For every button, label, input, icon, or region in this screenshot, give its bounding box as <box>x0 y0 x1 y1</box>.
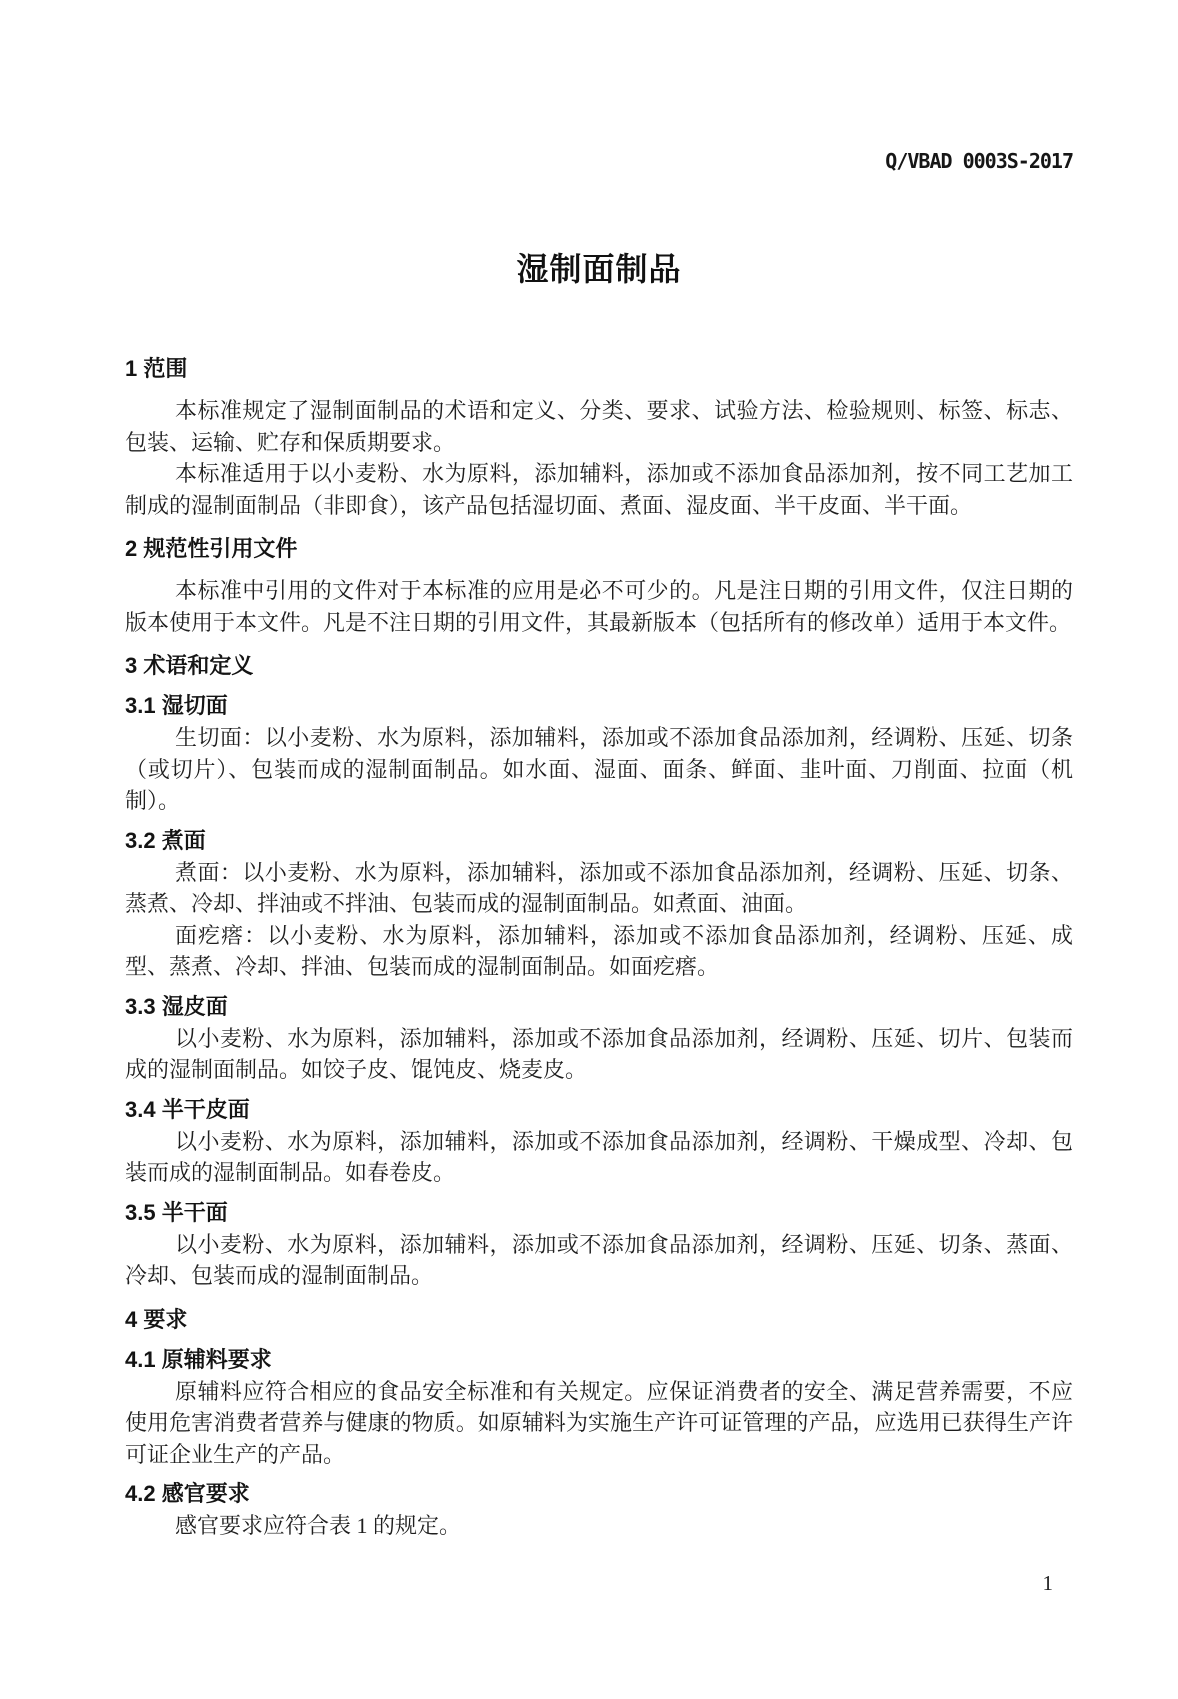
paragraph: 本标准规定了湿制面制品的术语和定义、分类、要求、试验方法、检验规则、标签、标志、包装、运输、贮存和保质期要求。 <box>125 398 1073 455</box>
subsection-heading-semidry-wrapper: 3.4 半干皮面 <box>125 1096 250 1122</box>
subsection-heading-raw-material-requirements: 4.1 原辅料要求 <box>125 1346 272 1372</box>
paragraph: 本标准中引用的文件对于本标准的应用是必不可少的。凡是注日期的引用文件，仅注日期的版本使用于本文件。凡是不注日期的引用文件，其最新版本（包括所有的修改单）适用于本文件。 <box>125 578 1073 635</box>
paragraph: 煮面：以小麦粉、水为原料，添加辅料，添加或不添加食品添加剂，经调粉、压延、切条、蒸煮、冷却、拌油或不拌油、包装而成的湿制面制品。如煮面、油面。 <box>125 859 1073 916</box>
paragraph: 面疙瘩：以小麦粉、水为原料，添加辅料，添加或不添加食品添加剂，经调粉、压延、成型、蒸煮、冷却、拌油、包装而成的湿制面制品。如面疙瘩。 <box>125 922 1073 979</box>
paragraph: 生切面：以小麦粉、水为原料，添加辅料，添加或不添加食品添加剂，经调粉、压延、切条（或切片）、包装而成的湿制面制品。如水面、湿面、面条、鲜面、韭叶面、刀削面、拉面（机制）。 <box>125 725 1073 813</box>
paragraph: 感官要求应符合表 1 的规定。 <box>175 1513 462 1538</box>
section-heading-scope: 1 范围 <box>125 356 188 381</box>
paragraph: 以小麦粉、水为原料，添加辅料，添加或不添加食品添加剂，经调粉、压延、切片、包装而成的湿制面制品。如饺子皮、馄饨皮、烧麦皮。 <box>125 1025 1073 1082</box>
subsection-heading-wet-cut-noodles: 3.1 湿切面 <box>125 693 228 718</box>
subsection-heading-sensory-requirements: 4.2 感官要求 <box>125 1481 250 1506</box>
paragraph: 以小麦粉、水为原料，添加辅料，添加或不添加食品添加剂，经调粉、压延、切条、蒸面、冷却、包装而成的湿制面制品。 <box>125 1231 1073 1288</box>
paragraph: 本标准适用于以小麦粉、水为原料，添加辅料，添加或不添加食品添加剂，按不同工艺加工制成的湿制面制品（非即食），该产品包括湿切面、煮面、湿皮面、半干皮面、半干面。 <box>125 461 1073 518</box>
standard-number: Q/VBAD 0003S-2017 <box>885 149 1073 173</box>
document-title: 湿制面制品 <box>516 251 682 287</box>
section-heading-normative-references: 2 规范性引用文件 <box>125 536 298 561</box>
paragraph: 以小麦粉、水为原料，添加辅料，添加或不添加食品添加剂，经调粉、干燥成型、冷却、包装而成的湿制面制品。如春卷皮。 <box>125 1128 1073 1185</box>
section-heading-requirements: 4 要求 <box>125 1306 188 1332</box>
section-heading-terms-definitions: 3 术语和定义 <box>125 653 254 678</box>
page-number: 1 <box>1042 1570 1053 1595</box>
subsection-heading-boiled-noodles: 3.2 煮面 <box>125 827 206 853</box>
subsection-heading-semidry-noodles: 3.5 半干面 <box>125 1199 228 1225</box>
paragraph: 原辅料应符合相应的食品安全标准和有关规定。应保证消费者的安全、满足营养需要，不应使用危害消费者营养与健康的物质。如原辅料为实施生产许可证管理的产品，应选用已获得生产许可证企业生产的产品。 <box>125 1378 1073 1467</box>
subsection-heading-wet-wrapper: 3.3 湿皮面 <box>125 993 228 1019</box>
